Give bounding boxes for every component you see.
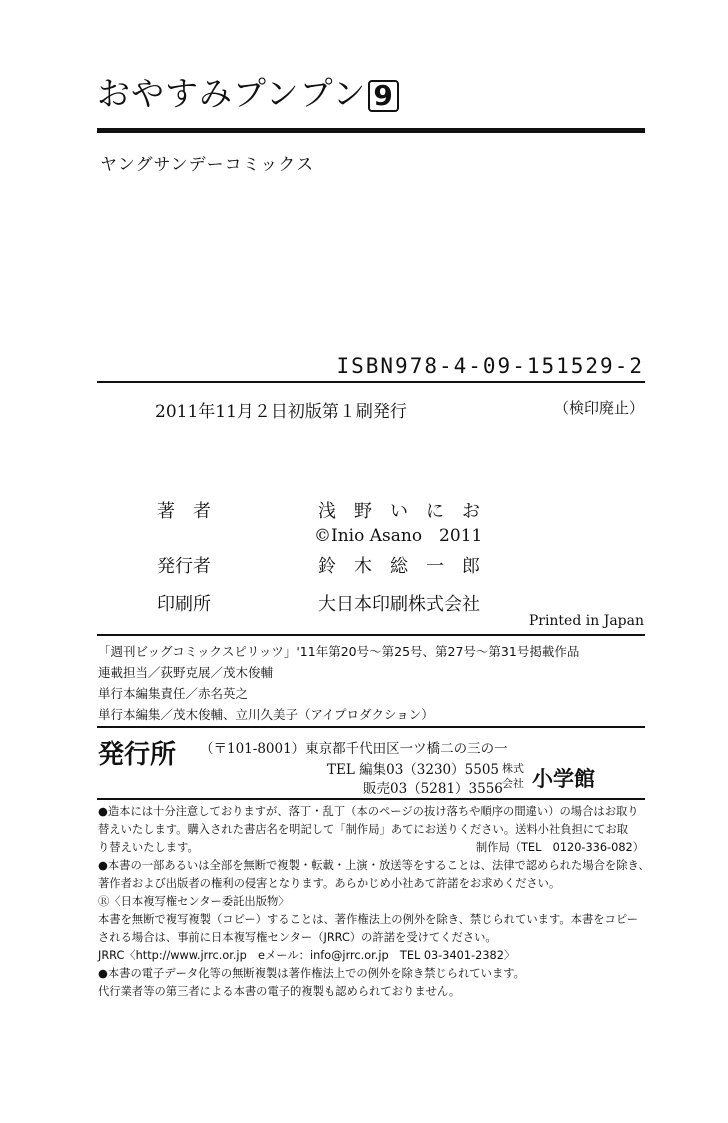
notice-line: Ⓡ〈日本複写権センター委託出版物〉 [98, 895, 290, 908]
volume-number: 9 [368, 80, 398, 112]
office-label: 発行所 [98, 740, 177, 770]
serialization-line: 単行本編集責任／赤名英之 [98, 686, 249, 701]
book-title [97, 68, 399, 115]
notice-line: ●本書の一部あるいは全部を無断で複製・転載・上演・放送等をすることは、法律で認められた場合を除き、 [98, 859, 650, 872]
serialization-line: 「週刊ビッグコミックスピリッツ」'11年第20号～第25号、第27号～第31号掲載作品 [98, 644, 580, 659]
publisher-name: 鈴 木 総 一 郎 [318, 556, 480, 577]
tel-edit: TEL 編集03（3230）5505 [327, 762, 500, 778]
tel-sales: 販売03（5281）3556 [363, 781, 503, 797]
notice-line: 替えいたします。購入された書店名を明記して「制作局」あてにお送りください。送料小社負担にてお取 [98, 823, 629, 836]
isbn-rule [97, 381, 645, 383]
office-rule [97, 798, 645, 800]
notice-line: 代行業者等の第三者による本書の電子的複製も認められておりません。 [98, 985, 461, 998]
seal-note: （検印廃止） [553, 399, 644, 417]
publisher-label: 発行者 [157, 556, 211, 577]
imprint-label: ヤングサンデーコミックス [100, 155, 315, 175]
serialization-line: 単行本編集／茂木俊輔、立川久美子（アイプロダクション） [98, 707, 434, 722]
title-text: おやすみプンプン [97, 74, 367, 113]
notice-line: 著作者および出版者の権利の侵害となります。あらかじめ小社あて許諾をお求めください。 [98, 877, 561, 890]
address-text: 〒101-8001）東京都千代田区一ツ橋二の三の一 [213, 741, 508, 757]
printed-in: Printed in Japan [528, 613, 644, 629]
copyright: ©Inio Asano 2011 [314, 526, 483, 546]
production-tel: 制作局（TEL 0120-336-082） [475, 841, 644, 854]
serialization-rule [97, 726, 645, 728]
address-open: （ [200, 741, 214, 757]
notice-line: ●造本には十分注意しておりますが、落丁・乱丁（本のページの抜け落ちや順序の間違い）の場合はお取り [98, 805, 639, 818]
company-name: 小学館 [532, 767, 595, 791]
notice-line: される場合は、事前に日本複写権センター（JRRC）の許諾を受けてください。 [98, 931, 497, 944]
notice-line: ●本書の電子データ化等の無断複製は著作権法上での例外を除き禁じられています。 [98, 967, 525, 980]
notice-line: JRRC〈http://www.jrrc.or.jp eメール：info@jrrc.or.jp TEL 03-3401-2382〉 [98, 949, 516, 962]
printer-name: 大日本印刷株式会社 [318, 594, 480, 615]
credits-rule [97, 634, 645, 636]
serialization-line: 連載担当／荻野克展／茂木俊輔 [98, 665, 274, 680]
notice-line: り替えいたします。 [98, 841, 199, 854]
printer-label: 印刷所 [157, 594, 211, 615]
title-rule [97, 128, 645, 133]
publication-date: 2011年11月２日初版第１刷発行 [155, 402, 407, 422]
corp-bottom: 会社 [502, 777, 524, 790]
author-label: 著 者 [157, 501, 211, 522]
author-name: 浅 野 い に お [318, 501, 480, 522]
isbn: ISBN978-4-09-151529-2 [336, 354, 644, 378]
notice-line: 本書を無断で複写複製（コピー）することは、著作権法上の例外を除き、禁じられています。本書をコピー [98, 913, 638, 926]
office-address [200, 737, 508, 757]
corp-top: 株式 [502, 762, 524, 775]
